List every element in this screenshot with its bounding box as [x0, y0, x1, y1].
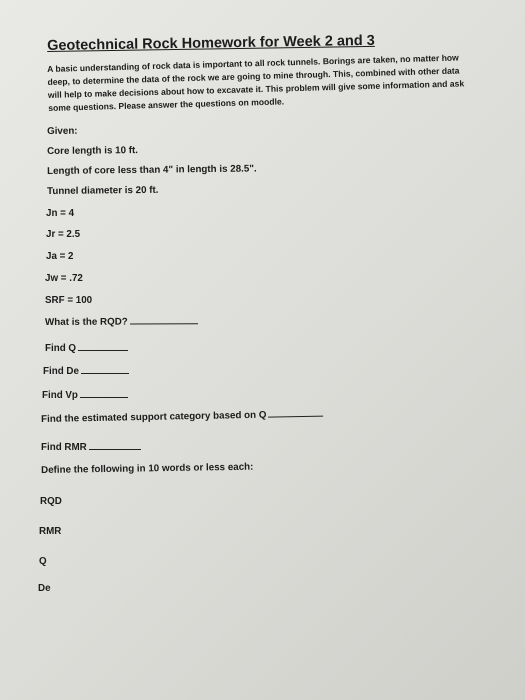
answer-blank-vp [80, 396, 128, 398]
term-rqd: RQD [40, 496, 62, 507]
question-rqd-text: What is the RQD? [45, 316, 128, 328]
answer-blank-q [78, 349, 128, 351]
question-vp-text: Find Vp [42, 390, 78, 401]
question-de [43, 366, 129, 377]
given-tunnel-diameter: Tunnel diameter is 20 ft. [47, 184, 159, 197]
question-q [45, 343, 128, 354]
answer-blank-rqd [130, 322, 198, 324]
given-jr: Jr = 2.5 [46, 229, 81, 240]
answer-blank-support [268, 415, 323, 418]
answer-blank-de [81, 372, 129, 374]
question-define: Define the following in 10 words or less each: [41, 461, 254, 476]
page-title: Geotechnical Rock Homework for Week 2 and 3 [47, 32, 375, 54]
given-jn: Jn = 4 [46, 208, 75, 219]
question-rmr-text: Find RMR [41, 442, 87, 453]
given-core-length: Core length is 10 ft. [47, 145, 139, 157]
answer-blank-rmr [89, 448, 141, 450]
term-de: De [38, 583, 51, 594]
given-core-less-than-4in: Length of core less than 4" in length is 28.5". [47, 163, 257, 177]
question-support-text: Find the estimated support category based on Q [41, 409, 267, 425]
term-q: Q [39, 556, 47, 567]
question-vp [42, 390, 128, 401]
intro-paragraph: A basic understanding of rock data is important to all rock tunnels. Borings are taken, no matter how deep, to determine the data of the rock we are going to mine through. This, combined with other data will help to make decisions about how to excavate it. This problem will give some information and ask some questions. Please answer the questions on moodle. [47, 52, 465, 113]
given-srf: SRF = 100 [45, 295, 93, 306]
given-label: Given: [47, 125, 78, 137]
question-support-category [41, 409, 324, 425]
question-de-text: Find De [43, 366, 79, 377]
given-ja: Ja = 2 [46, 251, 74, 262]
term-rmr: RMR [39, 526, 62, 537]
question-rmr [41, 442, 141, 453]
question-q-text: Find Q [45, 343, 77, 354]
given-jw: Jw = .72 [45, 273, 83, 284]
question-rqd [45, 316, 198, 328]
